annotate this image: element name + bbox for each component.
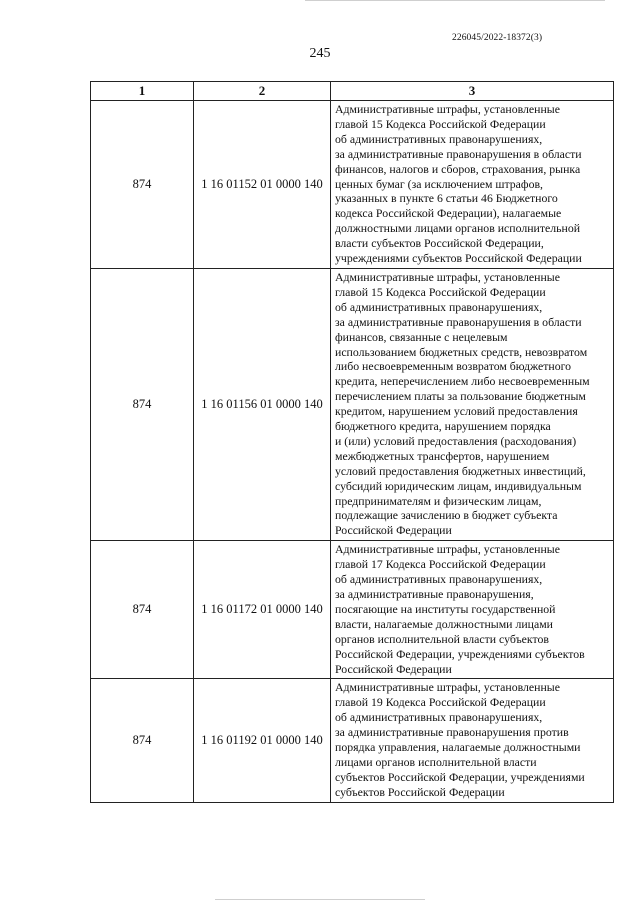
description-line: субъектов Российской Федерации, учреждениями [335,769,585,784]
description-line: финансов, налогов и сборов, страхования, рынка [335,161,581,176]
description-line: об административных правонарушениях, [335,572,543,587]
description-line: использованием бюджетных средств, невозвратом [335,344,588,359]
description-line: должностными лицами органов исполнительной [335,221,581,236]
description-line: за административные правонарушения против [335,725,569,740]
description-line: лицами органов исполнительной власти [335,754,537,769]
table-row [91,101,614,269]
description-line: за административные правонарушения в области [335,314,582,329]
admin-code-cell: 874 [91,541,194,679]
description-line: либо несвоевременным возвратом бюджетного [335,359,572,374]
budget-code-cell: 1 16 01192 01 0000 140 [194,679,331,802]
description-line: кредита, неперечислением либо несвоевременным [335,374,590,389]
description-line: субсидий юридическим лицам, индивидуальным [335,478,582,493]
description-line: условий предоставления бюджетных инвестиций, [335,463,586,478]
description-line: порядка управления, налагаемые должностными [335,740,581,755]
description-line: об административных правонарушениях, [335,710,543,725]
budget-code-cell: 1 16 01156 01 0000 140 [194,268,331,540]
description-cell [331,268,614,540]
page-number: 245 [309,46,331,61]
description-line: главой 15 Кодекса Российской Федерации [335,284,546,299]
description-line: кодекса Российской Федерации), налагаемые [335,206,562,221]
table-row [91,679,614,802]
table-body [91,101,614,803]
description-line: за административные правонарушения в области [335,146,582,161]
description-cell [331,541,614,679]
description-line: Административные штрафы, установленные [335,269,560,284]
document-number: 226045/2022-18372(3) [452,33,543,43]
table-header-row [91,82,614,101]
description-line: Административные штрафы, установленные [335,680,560,695]
description-line: учреждениями субъектов Российской Федерации [335,251,582,266]
description-line: Российской Федерации [335,661,452,676]
budget-code-cell: 1 16 01172 01 0000 140 [194,541,331,679]
description-line: за административные правонарушения, [335,587,534,601]
column-header-2: 2 [194,82,331,101]
description-line: главой 19 Кодекса Российской Федерации [335,695,546,710]
description-line: подлежащие зачислению в бюджет субъекта [335,508,558,523]
description-line: субъектов Российской Федерации [335,784,505,799]
description-line: Административные штрафы, установленные [335,102,560,116]
description-line: об административных правонарушениях, [335,131,543,146]
description-cell [331,679,614,802]
description-line: Российской Федерации, учреждениями субъектов [335,646,585,661]
description-line: Административные штрафы, установленные [335,542,560,557]
description-line: об административных правонарушениях, [335,299,543,314]
admin-code-cell: 874 [91,101,194,269]
table-row [91,541,614,679]
description-line: главой 15 Кодекса Российской Федерации [335,116,546,131]
description-line: кредитом, нарушением условий предоставления [335,404,578,419]
column-header-3: 3 [331,82,614,101]
admin-code-cell: 874 [91,679,194,802]
description-line: бюджетного кредита, нарушением порядка [335,419,551,434]
bottom-scan-line [215,899,425,900]
description-line: предпринимателям и физическим лицам, [335,493,542,508]
description-cell [331,101,614,269]
description-line: Российской Федерации [335,523,452,538]
column-header-1: 1 [91,82,194,101]
admin-code-cell: 874 [91,268,194,540]
description-line: главой 17 Кодекса Российской Федерации [335,557,546,572]
description-line: межбюджетных трансфертов, нарушением [335,448,550,463]
description-line: посягающие на институты государственной [335,601,556,616]
description-line: власти, налагаемые должностными лицами [335,616,553,631]
budget-code-cell: 1 16 01152 01 0000 140 [194,101,331,269]
description-line: власти субъектов Российской Федерации, [335,236,544,251]
description-line: и (или) условий предоставления (расходования) [335,433,577,448]
table-row [91,268,614,540]
description-line: указанных в пункте 6 статьи 46 Бюджетного [335,191,558,206]
description-line: ценных бумаг (за исключением штрафов, [335,176,543,191]
description-line: перечислением платы за пользование бюджетным [335,389,586,404]
top-scan-line [305,0,605,1]
description-line: финансов, связанные с нецелевым [335,329,508,344]
budget-codes-table [90,81,614,803]
description-line: органов исполнительной власти субъектов [335,631,549,646]
